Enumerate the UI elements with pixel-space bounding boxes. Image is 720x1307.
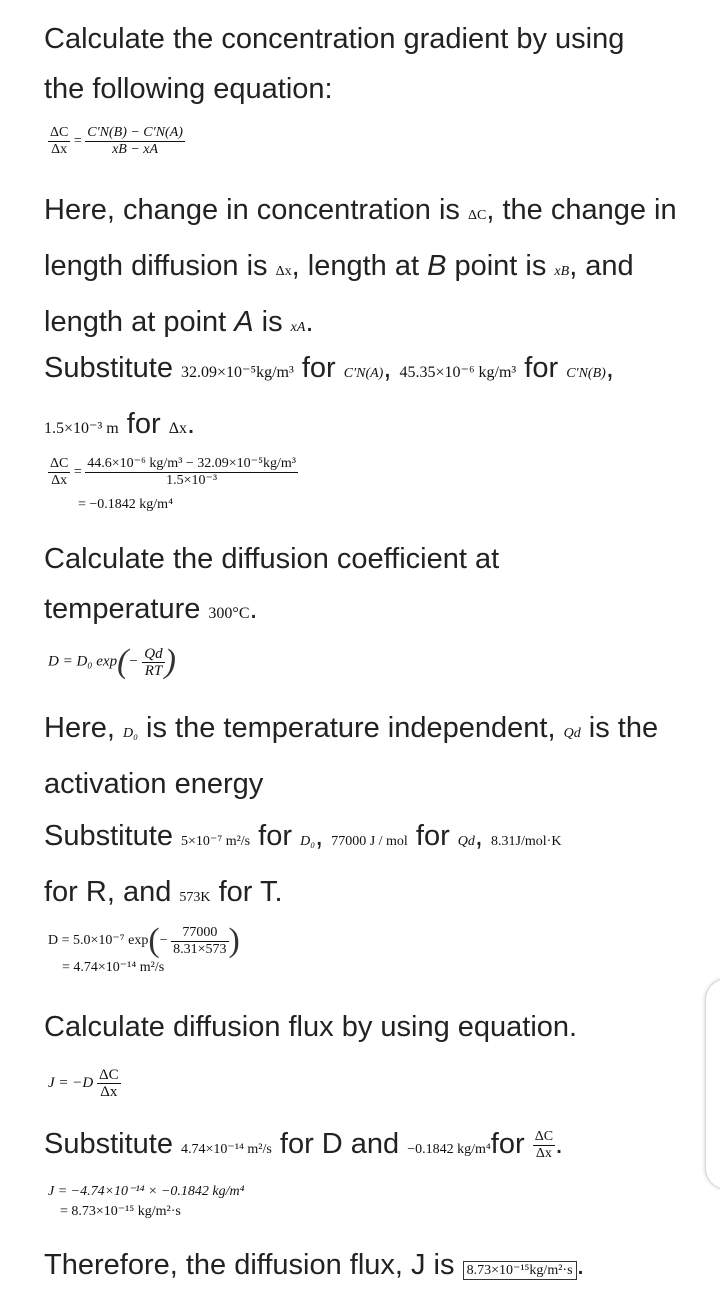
- calc-row-1: [48, 924, 240, 958]
- rhs-numerator: 44.6×10⁻⁶ kg/m³ − 32.09×10⁻⁵kg/m³: [87, 456, 296, 471]
- d0-symbol: D₀: [300, 834, 316, 849]
- minus-sign: −: [159, 933, 168, 949]
- value-c-nb: 45.35×10⁻⁶ kg/m³: [399, 364, 517, 381]
- open-paren: (: [117, 643, 129, 680]
- for-word: for: [490, 1128, 533, 1160]
- lhs-numerator: ΔC: [50, 125, 69, 140]
- comma: ,: [383, 352, 400, 384]
- value-d0: 5×10⁻⁷ m²/s: [181, 834, 251, 849]
- here-definitions-paragraph-2: [44, 703, 694, 809]
- diffusion-coefficient-calculation: [48, 924, 240, 978]
- gradient-calculation: [48, 456, 298, 515]
- flux-equation: [48, 1067, 121, 1100]
- text: Here,: [44, 712, 123, 744]
- close-paren: ): [164, 643, 176, 680]
- rhs-fraction: [85, 125, 185, 158]
- exponent-denominator: 8.31×573: [173, 941, 227, 957]
- diffusion-coefficient-paragraph: [44, 534, 694, 639]
- text: , the change in length diffusion is: [44, 194, 677, 282]
- flux-calculation: [48, 1182, 245, 1222]
- conclusion-paragraph: [44, 1240, 694, 1296]
- lhs-numerator: ΔC: [50, 456, 69, 471]
- here-definitions-paragraph: [44, 185, 694, 353]
- conclusion-text: Therefore, the diffusion flux, J is: [44, 1249, 463, 1281]
- comma: ,: [474, 820, 492, 852]
- d0-symbol: D₀: [122, 726, 138, 741]
- qd-symbol: Qd: [563, 726, 581, 741]
- intro-line-2: the following equation:: [44, 73, 333, 105]
- gradient-result: = −0.1842 kg/m⁴: [78, 497, 173, 512]
- text: point is: [446, 250, 555, 282]
- fraction-numerator: ΔC: [534, 1128, 554, 1144]
- xb-symbol: xB: [554, 264, 570, 279]
- exponent-denominator: RT: [144, 662, 163, 679]
- equation-lhs: D = 5.0×10⁻⁷ exp: [48, 933, 149, 949]
- text: for T.: [210, 876, 283, 908]
- equation-lhs: J = −D: [48, 1074, 94, 1091]
- open-paren: (: [148, 922, 160, 959]
- text: for D and: [271, 1128, 408, 1160]
- text: for R, and: [44, 876, 180, 908]
- qd-symbol: Qd: [457, 834, 475, 849]
- lhs-denominator: Δx: [51, 473, 68, 488]
- period: .: [249, 593, 258, 625]
- xa-symbol: xA: [290, 320, 306, 335]
- period: .: [576, 1249, 585, 1281]
- diffcoef-line-1: Calculate the diffusion coefficient at: [44, 543, 500, 575]
- arrhenius-equation: [48, 645, 176, 679]
- c-nb-symbol: C′N(B): [566, 366, 606, 381]
- flux-denominator: Δx: [100, 1084, 118, 1100]
- value-delta-x: 1.5×10⁻³ m: [44, 420, 119, 437]
- comma: ,: [315, 820, 332, 852]
- intro-line-1: Calculate the concentration gradient by using: [44, 23, 625, 55]
- for-word: for: [407, 820, 458, 852]
- text: Here, change in concentration is: [44, 194, 468, 226]
- period: .: [555, 1128, 564, 1160]
- text: .: [305, 306, 314, 338]
- lhs-fraction: [48, 456, 70, 489]
- rhs-numerator: C′N(B) − C′N(A): [87, 125, 183, 140]
- comma: ,: [605, 352, 614, 384]
- equation-lhs: D = D₀ exp: [48, 653, 118, 670]
- equals-sign: =: [73, 133, 82, 149]
- flux-numerator: ΔC: [98, 1067, 119, 1083]
- exponent-fraction: [142, 646, 164, 679]
- substitute-fraction: [533, 1129, 555, 1162]
- value-t: 573K: [179, 890, 211, 905]
- gradient-equation: [48, 125, 185, 158]
- substitute-paragraph-1: [44, 343, 694, 454]
- equals-sign: =: [73, 464, 82, 480]
- lhs-denominator: Δx: [51, 142, 68, 157]
- lhs-fraction: [48, 125, 70, 158]
- value-r: 8.31J/mol·K: [491, 834, 562, 849]
- text: is the temperature independent,: [137, 712, 564, 744]
- edge-panel-handle[interactable]: [705, 978, 720, 1190]
- substitute-paragraph-3: [44, 1119, 694, 1175]
- answer-box: 8.73×10⁻¹⁵kg/m²·s: [463, 1261, 577, 1280]
- for-word: for: [516, 352, 567, 384]
- substitute-word: Substitute: [44, 352, 182, 384]
- diffusion-coefficient-result: = 4.74×10⁻¹⁴ m²/s: [62, 960, 165, 975]
- exponent-numerator: Qd: [144, 645, 163, 662]
- exponent-fraction: [171, 925, 228, 958]
- value-gradient: −0.1842 kg/m⁴: [407, 1142, 491, 1157]
- text: temperature: [44, 593, 209, 625]
- delta-c-symbol: ΔC: [467, 208, 487, 223]
- value-c-na: 32.09×10⁻⁵kg/m³: [181, 364, 294, 381]
- close-paren: ): [228, 922, 240, 959]
- flux-line: Calculate diffusion flux by using equation.: [44, 1011, 578, 1043]
- for-word: for: [250, 820, 301, 852]
- value-d: 4.74×10⁻¹⁴ m²/s: [181, 1142, 272, 1157]
- substitute-word: Substitute: [44, 1128, 182, 1160]
- flux-paragraph: [44, 1002, 694, 1052]
- diffcoef-line-2: [44, 584, 694, 639]
- text: is the activation energy: [44, 712, 659, 800]
- fraction-denominator: Δx: [535, 1145, 552, 1161]
- substitute-word: Substitute: [44, 820, 182, 852]
- point-a-label: A: [234, 306, 254, 338]
- minus-sign: −: [128, 653, 139, 670]
- period: .: [186, 408, 196, 440]
- for-word: for: [118, 408, 169, 440]
- flux-calc-line-1: J = −4.74×10⁻¹⁴ × −0.1842 kg/m⁴: [48, 1184, 245, 1199]
- intro-paragraph: [44, 14, 694, 114]
- delta-x-symbol: Δx: [275, 264, 292, 279]
- rhs-denominator: 1.5×10⁻³: [166, 473, 218, 488]
- substitute-paragraph-2: [44, 811, 694, 923]
- flux-fraction: [97, 1067, 121, 1100]
- rhs-denominator: xB − xA: [112, 142, 159, 157]
- text: is: [253, 306, 291, 338]
- calc-row-1: [48, 456, 298, 489]
- text: , length at: [291, 250, 428, 282]
- delta-x-symbol: Δx: [168, 420, 187, 437]
- point-b-label: B: [427, 250, 447, 282]
- text: , and length at point: [44, 250, 634, 338]
- value-qd: 77000 J / mol: [331, 834, 408, 849]
- c-na-symbol: C′N(A): [343, 366, 384, 381]
- exponent-numerator: 77000: [171, 925, 228, 942]
- rhs-fraction: [85, 456, 298, 489]
- for-word: for: [293, 352, 344, 384]
- flux-calc-line-2: = 8.73×10⁻¹⁵ kg/m²·s: [60, 1204, 181, 1219]
- temperature-value: 300°C: [208, 605, 250, 622]
